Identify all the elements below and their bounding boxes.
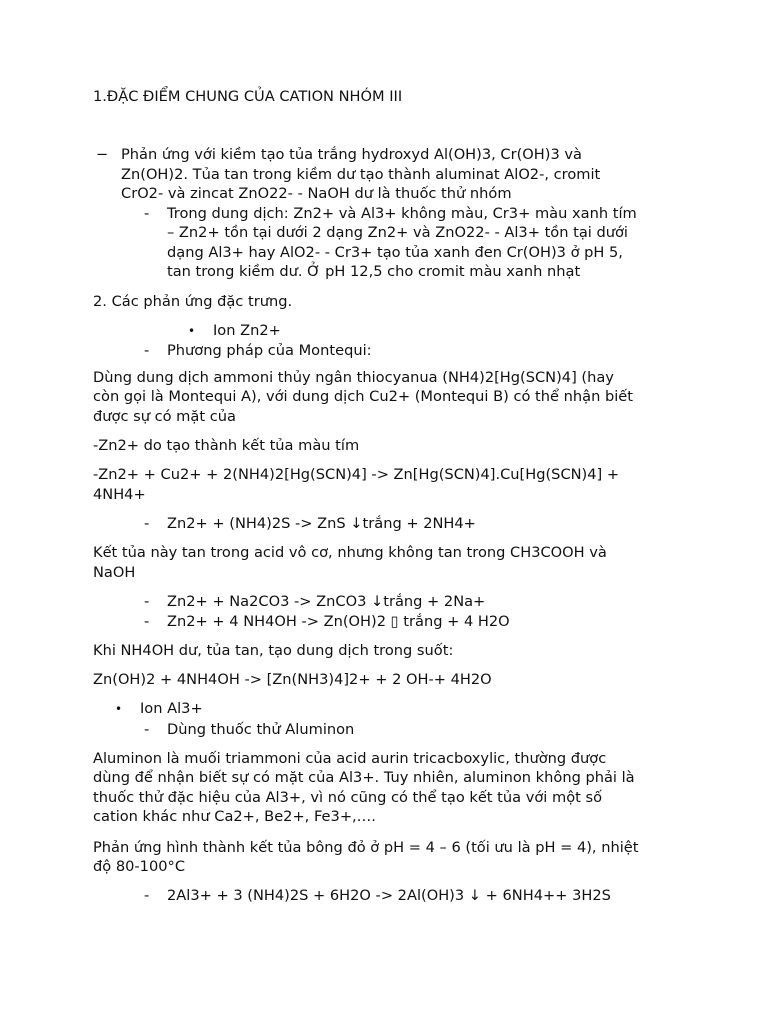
section-heading-1: 1.ĐẶC ĐIỂM CHUNG CỦA CATION NHÓM III — [93, 88, 403, 105]
paragraph-line: Aluminon là muối triammoni của acid aurin tricacboxylic, thường được — [93, 750, 607, 767]
paragraph-line: được sự có mặt của — [93, 408, 236, 425]
reaction-line: Zn2+ + 4 NH4OH -> Zn(OH)2 ▯ trắng + 4 H2O — [167, 613, 510, 630]
paragraph-line: dạng Al3+ hay AlO2- - Cr3+ tạo tủa xanh đen Cr(OH)3 ở pH 5, — [167, 244, 623, 261]
paragraph-line: Dùng dung dịch ammoni thủy ngân thiocyanua (NH4)2[Hg(SCN)4] (hay — [93, 369, 614, 386]
section-heading-2: 2. Các phản ứng đặc trưng. — [93, 293, 293, 310]
paragraph-line: tan trong kiềm dư. Ở pH 12,5 cho cromit màu xanh nhạt — [167, 263, 581, 280]
list-marker-hyphen: - — [144, 205, 150, 222]
paragraph-line: Zn(OH)2. Tủa tan trong kiềm dư tạo thành aluminat AlO2-, cromit — [121, 166, 601, 183]
list-marker-bullet: • — [188, 324, 196, 338]
list-marker-hyphen: - — [144, 887, 150, 904]
paragraph-line: Phản ứng hình thành kết tủa bông đỏ ở pH = 4 – 6 (tối ưu là pH = 4), nhiệt — [93, 839, 639, 856]
paragraph-line: NaOH — [93, 564, 136, 581]
equation-line: -Zn2+ + Cu2+ + 2(NH4)2[Hg(SCN)4] -> Zn[Hg(SCN)4].Cu[Hg(SCN)4] + — [93, 466, 620, 483]
list-item-ion-zn: Ion Zn2+ — [213, 322, 281, 339]
list-marker-dash: − — [96, 146, 109, 163]
list-marker-hyphen: - — [144, 613, 150, 630]
paragraph-line: thuốc thử đặc hiệu của Al3+, vì nó cũng có thể tạo kết tủa với một số — [93, 789, 603, 806]
reaction-line: 2Al3+ + 3 (NH4)2S + 6H2O -> 2Al(OH)3 ↓ + 6NH4++ 3H2S — [167, 887, 611, 904]
reaction-line: Zn2+ + Na2CO3 -> ZnCO3 ↓trắng + 2Na+ — [167, 593, 486, 610]
paragraph-line: độ 80-100°C — [93, 858, 186, 875]
list-item-ion-al: Ion Al3+ — [140, 700, 203, 717]
reaction-line: Zn2+ + (NH4)2S -> ZnS ↓trắng + 2NH4+ — [167, 515, 476, 532]
list-marker-hyphen: - — [144, 342, 150, 359]
paragraph-line: Khi NH4OH dư, tủa tan, tạo dung dịch trong suốt: — [93, 642, 454, 659]
equation-line: 4NH4+ — [93, 486, 146, 503]
paragraph-line: Trong dung dịch: Zn2+ và Al3+ không màu, Cr3+ màu xanh tím — [167, 205, 637, 222]
paragraph-line: CrO2- và zincat ZnO22- - NaOH dư là thuốc thử nhóm — [121, 185, 512, 202]
paragraph-line: Phản ứng với kiềm tạo tủa trắng hydroxyd Al(OH)3, Cr(OH)3 và — [121, 146, 582, 163]
list-item-aluminon: Dùng thuốc thử Aluminon — [167, 721, 355, 738]
paragraph-line: còn gọi là Montequi A), với dung dịch Cu2+ (Montequi B) có thể nhận biết — [93, 388, 633, 405]
list-marker-bullet: • — [115, 702, 123, 716]
paragraph-line: cation khác như Ca2+, Be2+, Fe3+,…. — [93, 808, 376, 825]
paragraph-line: Kết tủa này tan trong acid vô cơ, nhưng không tan trong CH3COOH và — [93, 544, 607, 561]
equation-line: Zn(OH)2 + 4NH4OH -> [Zn(NH3)4]2+ + 2 OH-+ 4H2O — [93, 671, 492, 688]
list-item-montequi: Phương pháp của Montequi: — [167, 342, 372, 359]
paragraph-line: -Zn2+ do tạo thành kết tủa màu tím — [93, 437, 360, 454]
list-marker-hyphen: - — [144, 515, 150, 532]
paragraph-line: – Zn2+ tồn tại dưới 2 dạng Zn2+ và ZnO22- - Al3+ tồn tại dưới — [167, 224, 628, 241]
paragraph-line: dùng để nhận biết sự có mặt của Al3+. Tuy nhiên, aluminon không phải là — [93, 769, 635, 786]
list-marker-hyphen: - — [144, 721, 150, 738]
list-marker-hyphen: - — [144, 593, 150, 610]
